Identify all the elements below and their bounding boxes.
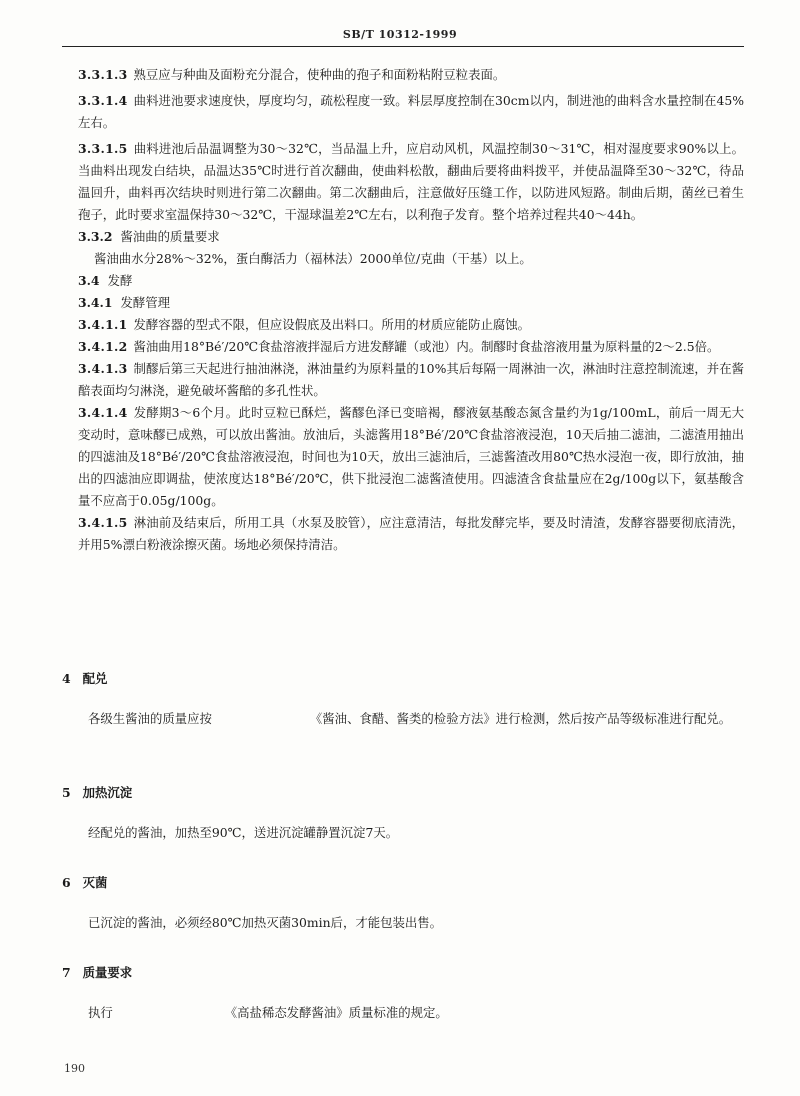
clause-3-4-1-heading (78, 292, 744, 314)
clause-3-3-1-3 (78, 64, 744, 86)
clause-text: 发酵容器的型式不限，但应设假底及出料口。所用的材质应能防止腐蚀。 (133, 317, 531, 332)
clause-number: 3.4 (78, 273, 100, 288)
section-7 (62, 962, 744, 1024)
section-title-text: 配兑 (82, 671, 108, 686)
clause-3-4-heading (78, 270, 744, 292)
clause-number: 3.4.1.4 (78, 405, 128, 420)
section-title-text: 质量要求 (82, 965, 133, 980)
clause-number: 3.4.1.3 (78, 361, 128, 376)
clause-number: 3.3.2 (78, 229, 113, 244)
section-5 (62, 782, 744, 844)
clause-text: 淋油前及结束后，所用工具（水泵及胶管），应注意清洁，每批发酵完毕，要及时清渣，发酵容器要彻底清洗，并用5%漂白粉液涂擦灭菌。场地必须保持清洁。 (78, 515, 744, 552)
section-text (62, 1002, 744, 1024)
section-4 (62, 668, 744, 730)
section-text-before: 各级生酱油的质量应按 (88, 711, 212, 726)
section-text: 已沉淀的酱油，必须经80℃加热灭菌30min后，才能包装出售。 (88, 915, 443, 930)
clause-number: 3.3.1.4 (78, 93, 128, 108)
section-number: 7 (62, 965, 71, 980)
section-number: 6 (62, 875, 71, 890)
clause-3-4-1-2 (78, 336, 744, 358)
clause-text: 曲料进池要求速度快，厚度均匀，疏松程度一致。料层厚度控制在30cm以内，制进池的曲料含水量控制在45%左右。 (78, 93, 744, 130)
header-rule (62, 46, 744, 47)
clause-body (78, 64, 744, 556)
page-number: 190 (64, 1062, 85, 1075)
clause-number: 3.4.1.5 (78, 515, 128, 530)
clause-number: 3.3.1.5 (78, 141, 128, 156)
soy-koji-quality-text: 酱油曲水分28%～32%，蛋白酶活力（福林法）2000单位/克曲（干基）以上。 (94, 251, 532, 266)
section-text (62, 708, 744, 730)
clause-3-3-1-4 (78, 90, 744, 134)
clause-number: 3.3.1.3 (78, 67, 128, 82)
clause-3-3-2-heading (78, 226, 744, 248)
clause-number: 3.4.1.2 (78, 339, 128, 354)
clause-3-3-1-5 (78, 138, 744, 226)
clause-text: 发酵期3～6个月。此时豆粒已酥烂，酱醪色泽已变暗褐，醪液氨基酸态氮含量约为1g/100mL，前后一周无大变动时，意味醪已成熟，可以放出酱油。放油后，头滤酱用18°Bé′/20℃食盐溶液浸泡，10天后抽二滤油，二滤渣用抽出的四滤油及18°Bé′/20℃食盐溶液浸泡，时间也为10天，放出三滤油后，三滤酱渣改用80℃热水浸泡一夜，即行放油，抽出的四滤油应即调盐，使浓度达18°Bé′/20℃，供下批浸泡二滤酱渣使用。四滤渣含食盐量应在2g/100g以下，氨基酸含量不应高于0.05g/100g。 (78, 405, 744, 508)
clause-3-4-1-5 (78, 512, 744, 556)
clause-text: 熟豆应与种曲及面粉充分混合，使种曲的孢子和面粉粘附豆粒表面。 (133, 67, 506, 82)
clause-3-4-1-4 (78, 402, 744, 512)
section-title (62, 782, 744, 804)
clause-number: 3.4.1.1 (78, 317, 128, 332)
section-text-after: 《高盐稀态发酵酱油》质量标准的规定。 (224, 1005, 448, 1020)
clause-3-4-1-3 (78, 358, 744, 402)
section-title (62, 962, 744, 984)
section-title (62, 668, 744, 690)
clause-heading-text: 发酵 (107, 273, 133, 288)
clause-heading-text: 发酵管理 (120, 295, 171, 310)
clause-3-4-1-1 (78, 314, 744, 336)
section-6 (62, 872, 744, 934)
clause-number: 3.4.1 (78, 295, 113, 310)
standard-code-header: SB/T 10312-1999 (342, 28, 458, 41)
section-text-before: 执行 (88, 1005, 113, 1020)
clause-heading-text: 酱油曲的质量要求 (120, 229, 220, 244)
clause-text: 酱油曲用18°Bé′/20℃食盐溶液拌湿后方进发酵罐（或池）内。制醪时食盐溶液用量为原料量的2～2.5倍。 (133, 339, 720, 354)
section-number: 4 (62, 671, 71, 686)
section-number: 5 (62, 785, 71, 800)
section-title-text: 加热沉淀 (82, 785, 133, 800)
section-title-text: 灭菌 (82, 875, 108, 890)
section-text: 经配兑的酱油，加热至90℃，送进沉淀罐静置沉淀7天。 (88, 825, 399, 840)
section-text-after: 《酱油、食醋、酱类的检验方法》进行检测，然后按产品等级标准进行配兑。 (309, 711, 732, 726)
clause-text: 曲料进池后品温调整为30～32℃，当品温上升，应启动风机，风温控制30～31℃，相对湿度要求90%以上。当曲料出现发白结块，品温达35℃时进行首次翻曲，使曲料松散，翻曲后要将曲料拨平，并使品温降至30～32℃，待品温回升，曲料再次结块时则进行第二次翻曲。第二次翻曲后，注意做好压缝工作，以防进风短路。制曲后期，菌丝已着生孢子，此时要求室温保持30～32℃，干湿球温差2℃左右，以利孢子发育。整个培养过程共40～44h。 (78, 141, 744, 222)
clause-text: 制醪后第三天起进行抽油淋浇，淋油量约为原料量的10%其后每隔一周淋油一次，淋油时注意控制流速，并在酱醅表面均匀淋浇，避免破坏酱醅的多孔性状。 (78, 361, 744, 398)
section-title (62, 872, 744, 894)
